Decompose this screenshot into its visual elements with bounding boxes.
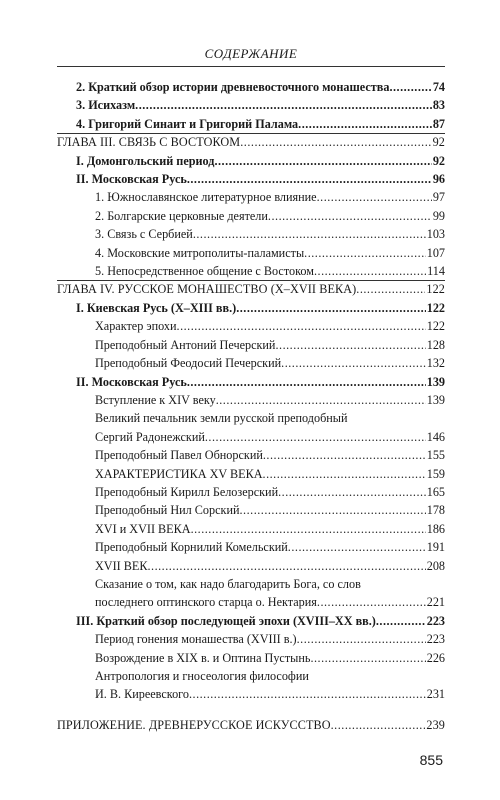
toc-section[interactable]: I. Домонгольский период ..... 92 — [57, 152, 445, 170]
toc-entry[interactable]: Антропология и гносеология философии И. В. Киреевского ..... 231 — [57, 667, 445, 704]
toc-entry[interactable]: 3. Связь с Сербией ..... 103 — [57, 225, 445, 243]
toc-entry[interactable]: Характер эпохи ..... 122 — [57, 317, 445, 335]
toc-entry[interactable]: Преподобный Павел Обнорский ..... 155 — [57, 446, 445, 464]
toc-entry[interactable]: 1. Южнославянское литературное влияние ..... 97 — [57, 188, 445, 206]
toc-entry[interactable]: 5. Непосредственное общение с Востоком ..... 114 — [57, 262, 445, 280]
header-rule — [57, 66, 445, 67]
toc-entry[interactable]: XVII ВЕК ..... 208 — [57, 557, 445, 575]
toc-entry[interactable]: Преподобный Феодосий Печерский ..... 132 — [57, 354, 445, 372]
toc-entry[interactable]: 2. Краткий обзор истории древневосточного монашества ..... 74 — [57, 78, 445, 96]
toc-entry[interactable]: 3. Исихазм ..... 83 — [57, 96, 445, 114]
section-rule — [57, 133, 445, 134]
toc-entry[interactable]: 2. Болгарские церковные деятели ..... 99 — [57, 207, 445, 225]
toc-entry[interactable]: 4. Григорий Синаит и Григорий Палама ..... 87 — [57, 115, 445, 133]
toc-entry[interactable]: Преподобный Нил Сорский ..... 178 — [57, 501, 445, 519]
toc-entry[interactable]: Преподобный Кирилл Белозерский ..... 165 — [57, 483, 445, 501]
toc-entry[interactable]: 4. Московские митрополиты-паламисты ..... 107 — [57, 244, 445, 262]
toc-entry[interactable]: XVI и XVII ВЕКА ..... 186 — [57, 520, 445, 538]
toc-entry[interactable]: Вступление к XIV веку ..... 139 — [57, 391, 445, 409]
toc-entry[interactable]: Великий печальник земли русской преподобный Сергий Радонежский ..... 146 — [57, 409, 445, 446]
toc-section[interactable]: I. Киевская Русь (X–XIII вв.) ..... 122 — [57, 299, 445, 317]
toc-entry[interactable]: Преподобный Корнилий Комельский ..... 191 — [57, 538, 445, 556]
toc-section[interactable]: III. Краткий обзор последующей эпохи (XVIII–XX вв.) ..... 223 — [57, 612, 445, 630]
toc-entry[interactable]: ХАРАКТЕРИСТИКА XV ВЕКА ..... 159 — [57, 465, 445, 483]
page-number: 855 — [419, 752, 443, 768]
toc-entry[interactable]: Возрождение в XIX в. и Оптина Пустынь ..... 226 — [57, 649, 445, 667]
toc-section[interactable]: II. Московская Русь ..... 139 — [57, 373, 445, 391]
toc-chapter-4[interactable]: ГЛАВА IV. РУССКОЕ МОНАШЕСТВО (X–XVII ВЕКА) ..... 122 — [57, 280, 445, 298]
running-header: СОДЕРЖАНИЕ — [204, 46, 298, 61]
toc-chapter-3[interactable]: ГЛАВА III. СВЯЗЬ С ВОСТОКОМ ..... 92 — [57, 133, 445, 151]
toc-entry[interactable]: Сказание о том, как надо благодарить Бога, со слов последнего оптинского старца о. Нектария ..... 221 — [57, 575, 445, 612]
toc-entry[interactable]: Период гонения монашества (XVIII в.) ..... 223 — [57, 630, 445, 648]
toc-section[interactable]: II. Московская Русь ..... 96 — [57, 170, 445, 188]
table-of-contents — [57, 78, 445, 734]
toc-appendix[interactable]: ПРИЛОЖЕНИЕ. ДРЕВНЕРУССКОЕ ИСКУССТВО ..... 239 — [57, 716, 445, 734]
toc-entry[interactable]: Преподобный Антоний Печерский ..... 128 — [57, 336, 445, 354]
section-rule — [57, 280, 445, 281]
